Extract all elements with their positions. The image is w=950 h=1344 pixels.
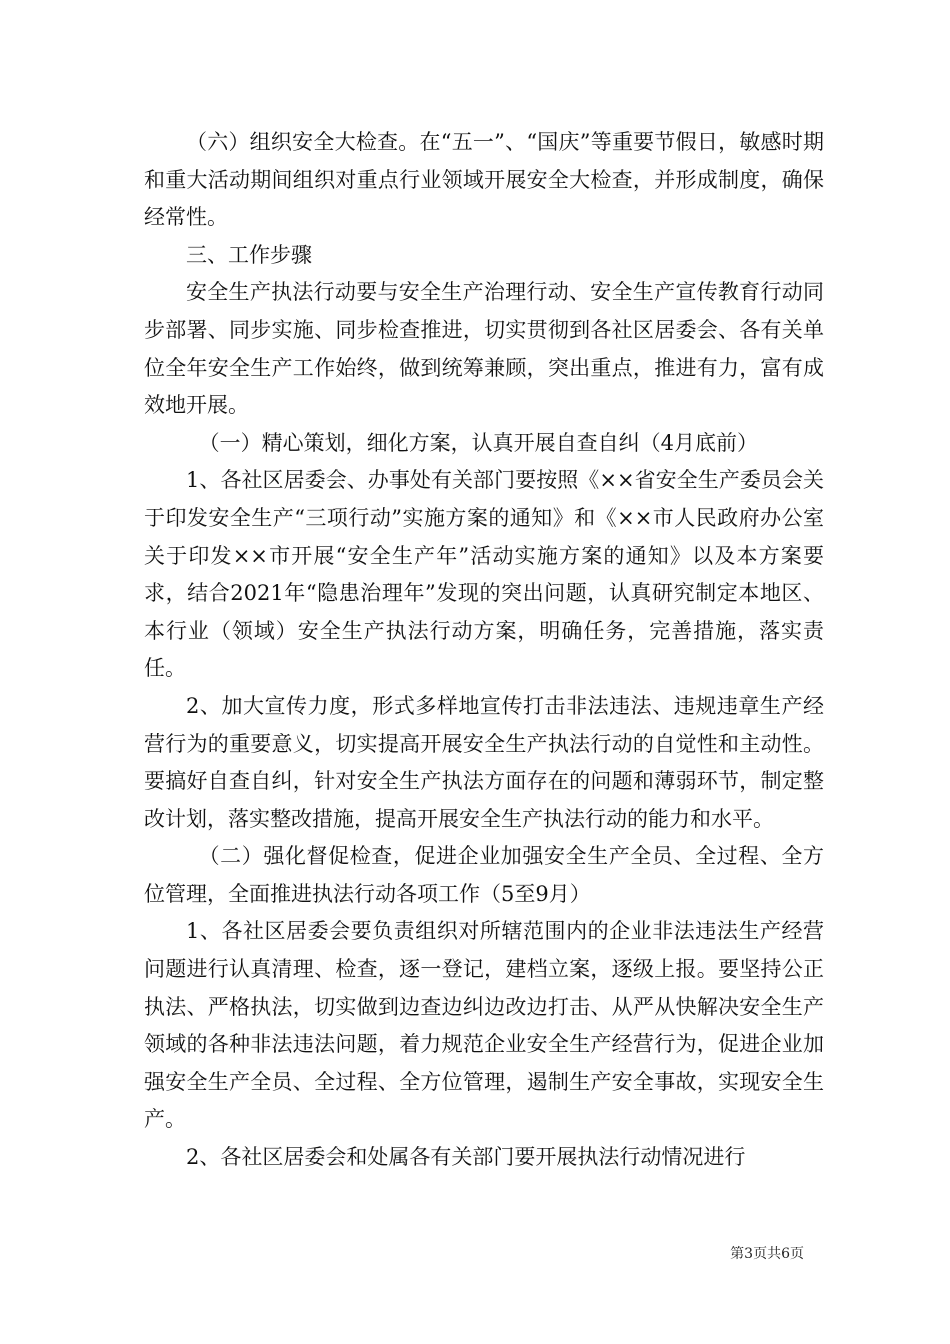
heading-work-steps: 三、工作步骤: [186, 242, 312, 267]
page-number-footer: 第3页共6页: [730, 1246, 804, 1262]
subheading-step-one: （一）精心策划，细化方案，认真开展自查自纠（4月底前）: [198, 430, 758, 455]
document-body: [144, 124, 824, 1177]
paragraph-section-six: （六）组织安全大检查。在“五一”、“国庆”等重要节假日，敏感时期和重大活动期间组织对重点行业领域开展安全大检查，并形成制度，确保经常性。: [144, 130, 824, 230]
paragraph-step-one-item-2: 2、加大宣传力度，形式多样地宣传打击非法违法、违规违章生产经营行为的重要意义，切实提高开展安全生产执法行动的自觉性和主动性。要搞好自查自纠，针对安全生产执法方面存在的问题和薄弱环节，制定整改计划，落实整改措施，提高开展安全生产执法行动的能力和水平。: [144, 693, 824, 831]
paragraph-step-two-item-2: 2、各社区居委会和处属各有关部门要开展执法行动情况进行: [186, 1145, 746, 1170]
paragraph-step-two-item-1: 1、各社区居委会要负责组织对所辖范围内的企业非法违法生产经营问题进行认真清理、检查，逐一登记，建档立案，逐级上报。要坚持公正执法、严格执法，切实做到边查边纠边改边打击、从严从快解决安全生产领域的各种非法违法问题，着力规范企业安全生产经营行为，促进企业加强安全生产全员、全过程、全方位管理，遏制生产安全事故，实现安全生产。: [144, 919, 824, 1132]
paragraph-step-one-item-1: 1、各社区居委会、办事处有关部门要按照《××省安全生产委员会关于印发安全生产“三项行动”实施方案的通知》和《××市人民政府办公室关于印发××市开展“安全生产年”活动实施方案的通知》以及本方案要求，结合2021年“隐患治理年”发现的突出问题，认真研究制定本地区、本行业（领域）安全生产执法行动方案，明确任务，完善措施，落实责任。: [144, 468, 824, 681]
paragraph-work-steps-intro: 安全生产执法行动要与安全生产治理行动、安全生产宣传教育行动同步部署、同步实施、同步检查推进，切实贯彻到各社区居委会、各有关单位全年安全生产工作始终，做到统筹兼顾，突出重点，推进有力，富有成效地开展。: [144, 280, 824, 418]
subheading-step-two: （二）强化督促检查，促进企业加强安全生产全员、全过程、全方位管理，全面推进执法行动各项工作（5至9月）: [144, 844, 824, 906]
